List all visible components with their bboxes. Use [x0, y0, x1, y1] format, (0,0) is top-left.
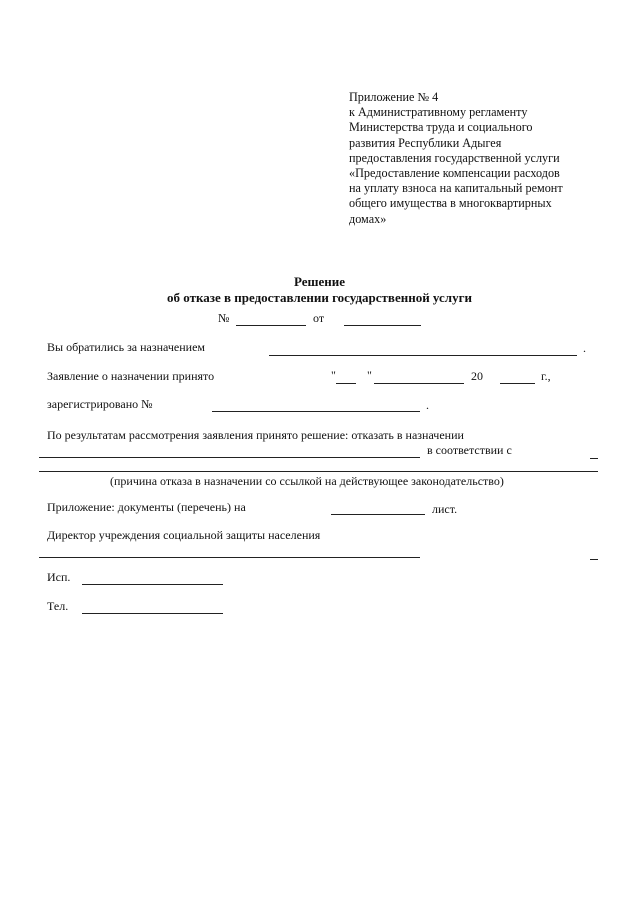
document-subtitle: об отказе в предоставлении государственной услуги: [166, 290, 472, 305]
appendix-line: общего имущества в многоквартирных: [349, 196, 552, 211]
director-signature-field[interactable]: [39, 557, 420, 558]
application-day-field[interactable]: [336, 383, 356, 384]
attachment-label: Приложение: документы (перечень) на: [47, 500, 246, 514]
decision-text: По результатам рассмотрения заявления принято решение: отказать в назначении: [47, 428, 464, 442]
appendix-line: домах»: [349, 211, 387, 226]
applied-label: Вы обратились за назначением: [47, 340, 206, 354]
registered-period: .: [426, 398, 429, 412]
document-title: Решение: [293, 274, 346, 289]
appendix-line: на уплату взноса на капитальный ремонт: [349, 181, 563, 196]
year-suffix: г.,: [541, 369, 551, 383]
accordance-field-end: [590, 458, 598, 459]
year-prefix: 20: [471, 369, 483, 383]
director-label: Директор учреждения социальной защиты населения: [47, 528, 321, 542]
appendix-line: предоставления государственной услуги: [349, 150, 560, 165]
application-month-field[interactable]: [374, 383, 464, 384]
decision-detail-field[interactable]: [39, 457, 420, 458]
applied-for-field[interactable]: [269, 355, 577, 356]
application-year-field[interactable]: [500, 383, 535, 384]
executor-field[interactable]: [82, 584, 223, 585]
decision-number-field[interactable]: [236, 325, 306, 326]
quote-open: ": [331, 368, 336, 382]
attachment-suffix: лист.: [432, 502, 458, 516]
quote-close: ": [367, 368, 372, 382]
appendix-line: Министерства труда и социального: [349, 120, 533, 135]
application-label: Заявление о назначении принято: [47, 369, 215, 383]
appendix-line: «Предоставление компенсации расходов: [349, 166, 560, 181]
date-label: от: [313, 311, 325, 325]
reason-caption: (причина отказа в назначении со ссылкой на действующее законодательство): [110, 474, 504, 488]
number-label: №: [218, 311, 230, 325]
registered-label: зарегистрировано №: [47, 397, 153, 411]
appendix-line: к Административному регламенту: [349, 105, 528, 120]
phone-field[interactable]: [82, 613, 223, 614]
attachment-pages-field[interactable]: [331, 514, 425, 515]
accordance-text: в соответствии с: [427, 443, 512, 457]
executor-label: Исп.: [47, 570, 71, 584]
decision-date-field[interactable]: [344, 325, 421, 326]
director-field-end: [590, 559, 598, 560]
appendix-line: Приложение № 4: [349, 90, 439, 104]
reason-field[interactable]: [39, 471, 598, 472]
appendix-header: [349, 90, 599, 227]
registration-number-field[interactable]: [212, 411, 420, 412]
applied-period: .: [583, 341, 586, 355]
phone-label: Тел.: [47, 599, 69, 613]
appendix-line: развития Республики Адыгея: [349, 135, 502, 150]
